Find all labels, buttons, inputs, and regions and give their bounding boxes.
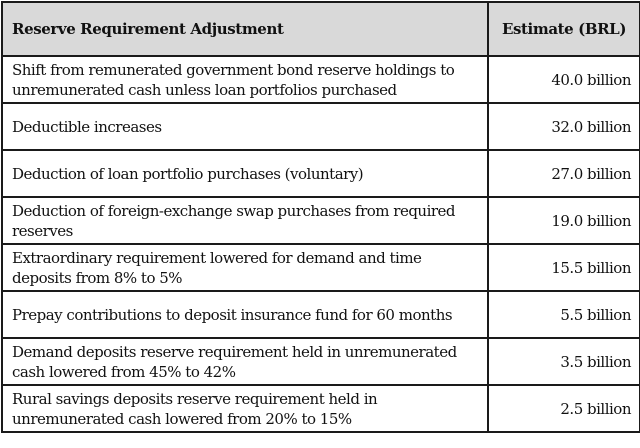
- estimate-cell: 40.0 billion: [488, 56, 640, 103]
- table-row: [2, 197, 640, 244]
- table-row: [2, 150, 640, 197]
- adjustment-cell: Deduction of loan portfolio purchases (voluntary): [2, 150, 488, 197]
- estimate-cell: 32.0 billion: [488, 103, 640, 150]
- header-adjustment: Reserve Requirement Adjustment: [2, 2, 488, 56]
- estimate-cell: 3.5 billion: [488, 338, 640, 385]
- adjustment-cell: Deduction of foreign-exchange swap purchases from required reserves: [2, 197, 488, 244]
- header-estimate: Estimate (BRL): [488, 2, 640, 56]
- reserve-requirement-table: [1, 1, 640, 433]
- estimate-cell: 27.0 billion: [488, 150, 640, 197]
- table-row: [2, 385, 640, 432]
- table-row: [2, 56, 640, 103]
- table-header: [2, 2, 640, 56]
- table-body: [2, 56, 640, 432]
- adjustment-cell: Rural savings deposits reserve requirement held in unremunerated cash lowered from 20% to 15%: [2, 385, 488, 432]
- header-row: [2, 2, 640, 56]
- table-row: [2, 244, 640, 291]
- adjustment-cell: Demand deposits reserve requirement held in unremunerated cash lowered from 45% to 42%: [2, 338, 488, 385]
- table-row: [2, 338, 640, 385]
- table-row: [2, 291, 640, 338]
- adjustment-cell: Extraordinary requirement lowered for demand and time deposits from 8% to 5%: [2, 244, 488, 291]
- estimate-cell: 5.5 billion: [488, 291, 640, 338]
- estimate-cell: 15.5 billion: [488, 244, 640, 291]
- adjustment-cell: Shift from remunerated government bond reserve holdings to unremunerated cash unless loan portfolios purchased: [2, 56, 488, 103]
- adjustment-cell: Prepay contributions to deposit insurance fund for 60 months: [2, 291, 488, 338]
- estimate-cell: 19.0 billion: [488, 197, 640, 244]
- table-row: [2, 103, 640, 150]
- estimate-cell: 2.5 billion: [488, 385, 640, 432]
- adjustment-cell: Deductible increases: [2, 103, 488, 150]
